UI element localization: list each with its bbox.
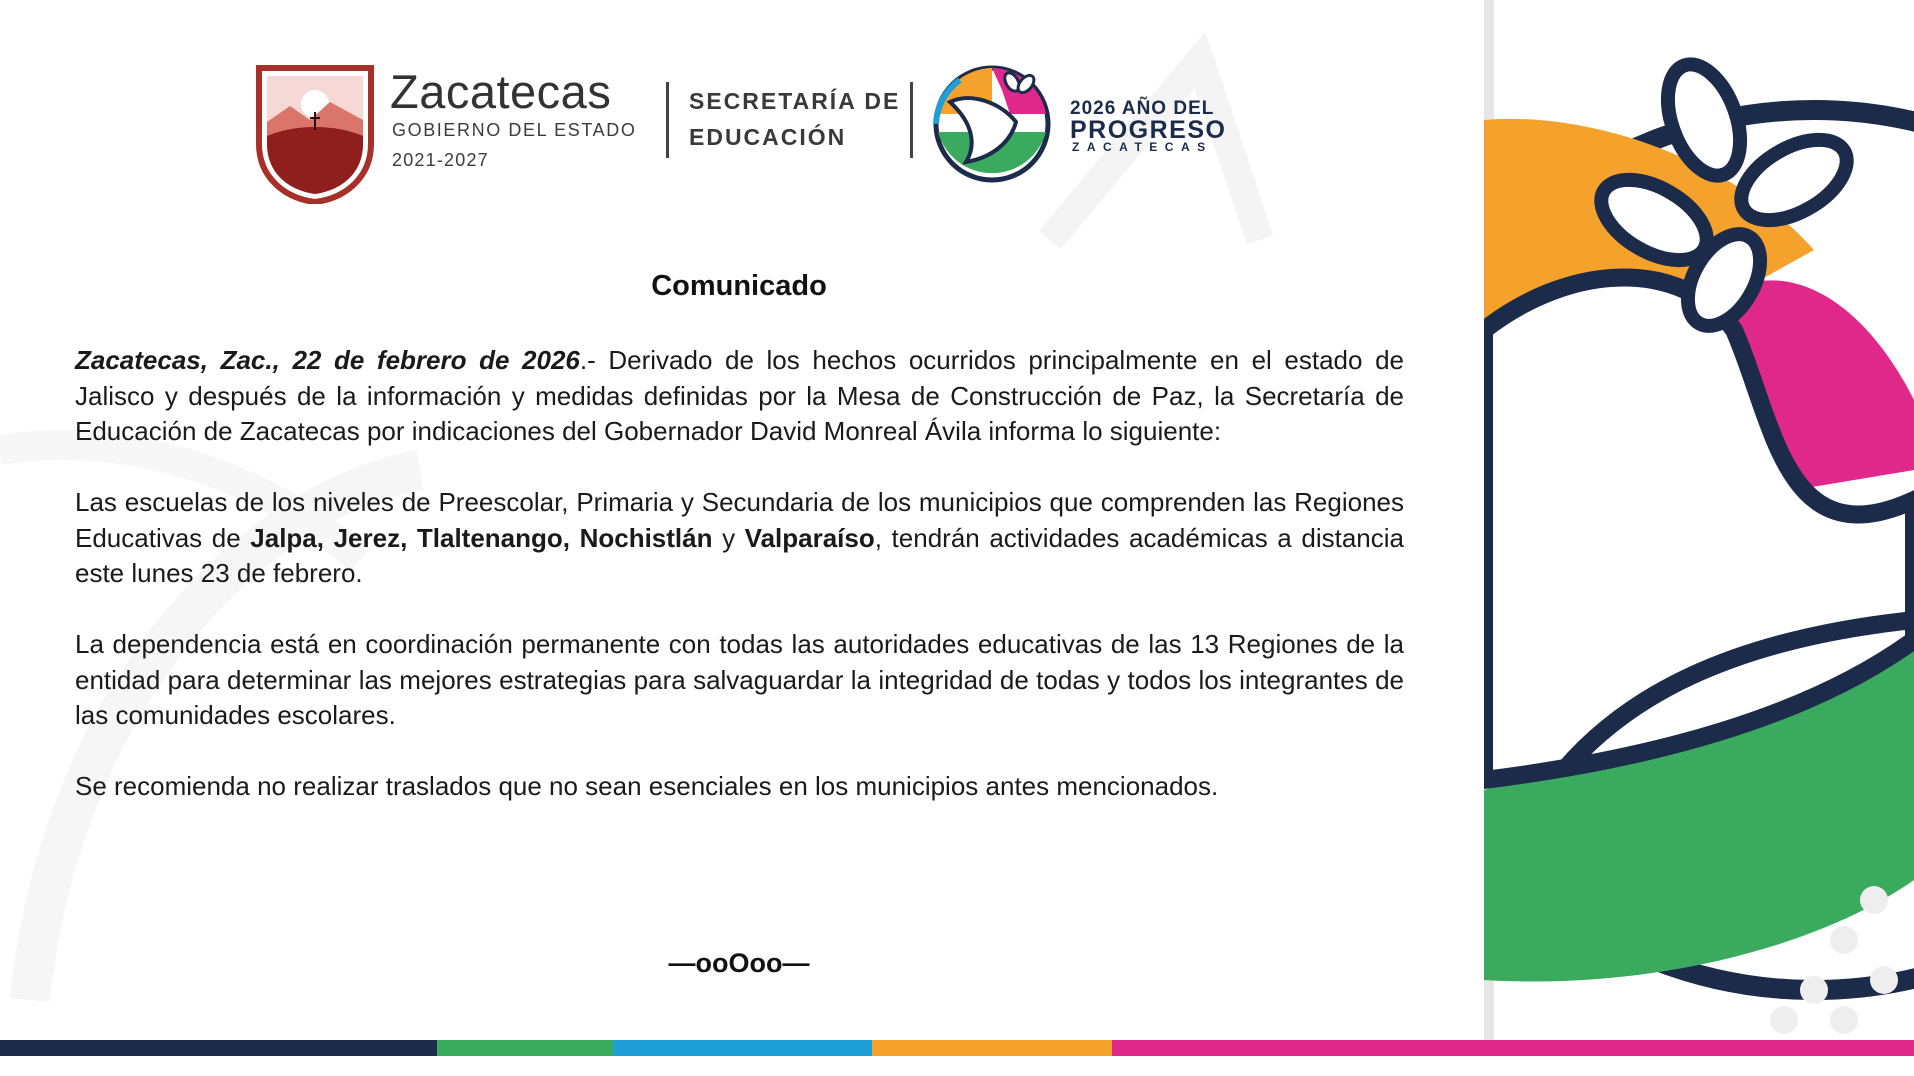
zacatecas-shield-icon (255, 64, 375, 204)
header-divider (666, 82, 669, 158)
paragraph-3: La dependencia está en coordinación permanente con todas las autoridades educativas de las 13 Regiones de la entidad para determinar las mejores estrategias para salvaguardar la integridad de todas y todos los integrantes de las comunidades escolares. (75, 629, 1404, 730)
regions-bold: Jalpa, Jerez, Tlaltenango, Nochistlán (250, 522, 713, 553)
year-motto-line2: PROGRESO (1070, 116, 1227, 144)
header-divider (910, 82, 913, 158)
gov-name: Zacatecas (390, 65, 612, 118)
year-motto-line3: ZACATECAS (1072, 140, 1213, 154)
dateline: Zacatecas, Zac., 22 de febrero de 2026 (75, 345, 580, 375)
bar-segment-blue (613, 1040, 872, 1056)
paragraph-2-text: Las escuelas de los niveles de Preescolar, Primaria y Secundaria de los municipios que comprenden las Regiones Educativas de (75, 487, 1404, 553)
dove-decoration-icon (1484, 0, 1914, 1040)
year-motto-line1: 2026 AÑO DEL (1070, 98, 1215, 119)
paragraph-2-end: , tendrán actividades académicas a distancia este lunes 23 de febrero. (75, 522, 1404, 588)
document-body (75, 343, 1404, 840)
bar-segment-orange (872, 1040, 1112, 1056)
region-valparaiso: Valparaíso (744, 522, 875, 553)
secretariat-line1: SECRETARÍA DE (689, 88, 901, 114)
paragraph-1 (75, 343, 1404, 450)
paragraph-2-conj: y (712, 522, 745, 553)
header-logos (255, 58, 1255, 208)
paragraph-4: Se recomienda no realizar traslados que no sean esenciales en los municipios antes mencionados. (75, 771, 1219, 801)
bottom-color-bar (0, 1040, 1914, 1056)
bar-segment-navy (0, 1040, 437, 1056)
bar-segment-magenta (1112, 1040, 1914, 1056)
paragraph-1-text: .- Derivado de los hechos ocurridos principalmente en el estado de Jalisco y después de la información y medidas definidas por la Mesa de Construcción de Paz, la Secretaría de Educación de Zacatecas por indicaciones del Gobernador David Monreal Ávila informa lo siguiente: (75, 345, 1404, 446)
gov-years: 2021-2027 (392, 150, 489, 170)
document-title: Comunicado (651, 270, 827, 302)
gov-subtitle: GOBIERNO DEL ESTADO (392, 120, 637, 140)
paragraph-2 (75, 485, 1404, 592)
secretariat-line2: EDUCACIÓN (689, 124, 847, 150)
closing-mark: —ooOoo— (668, 948, 810, 978)
dove-logo-icon (930, 62, 1060, 186)
bar-segment-green (437, 1040, 613, 1056)
